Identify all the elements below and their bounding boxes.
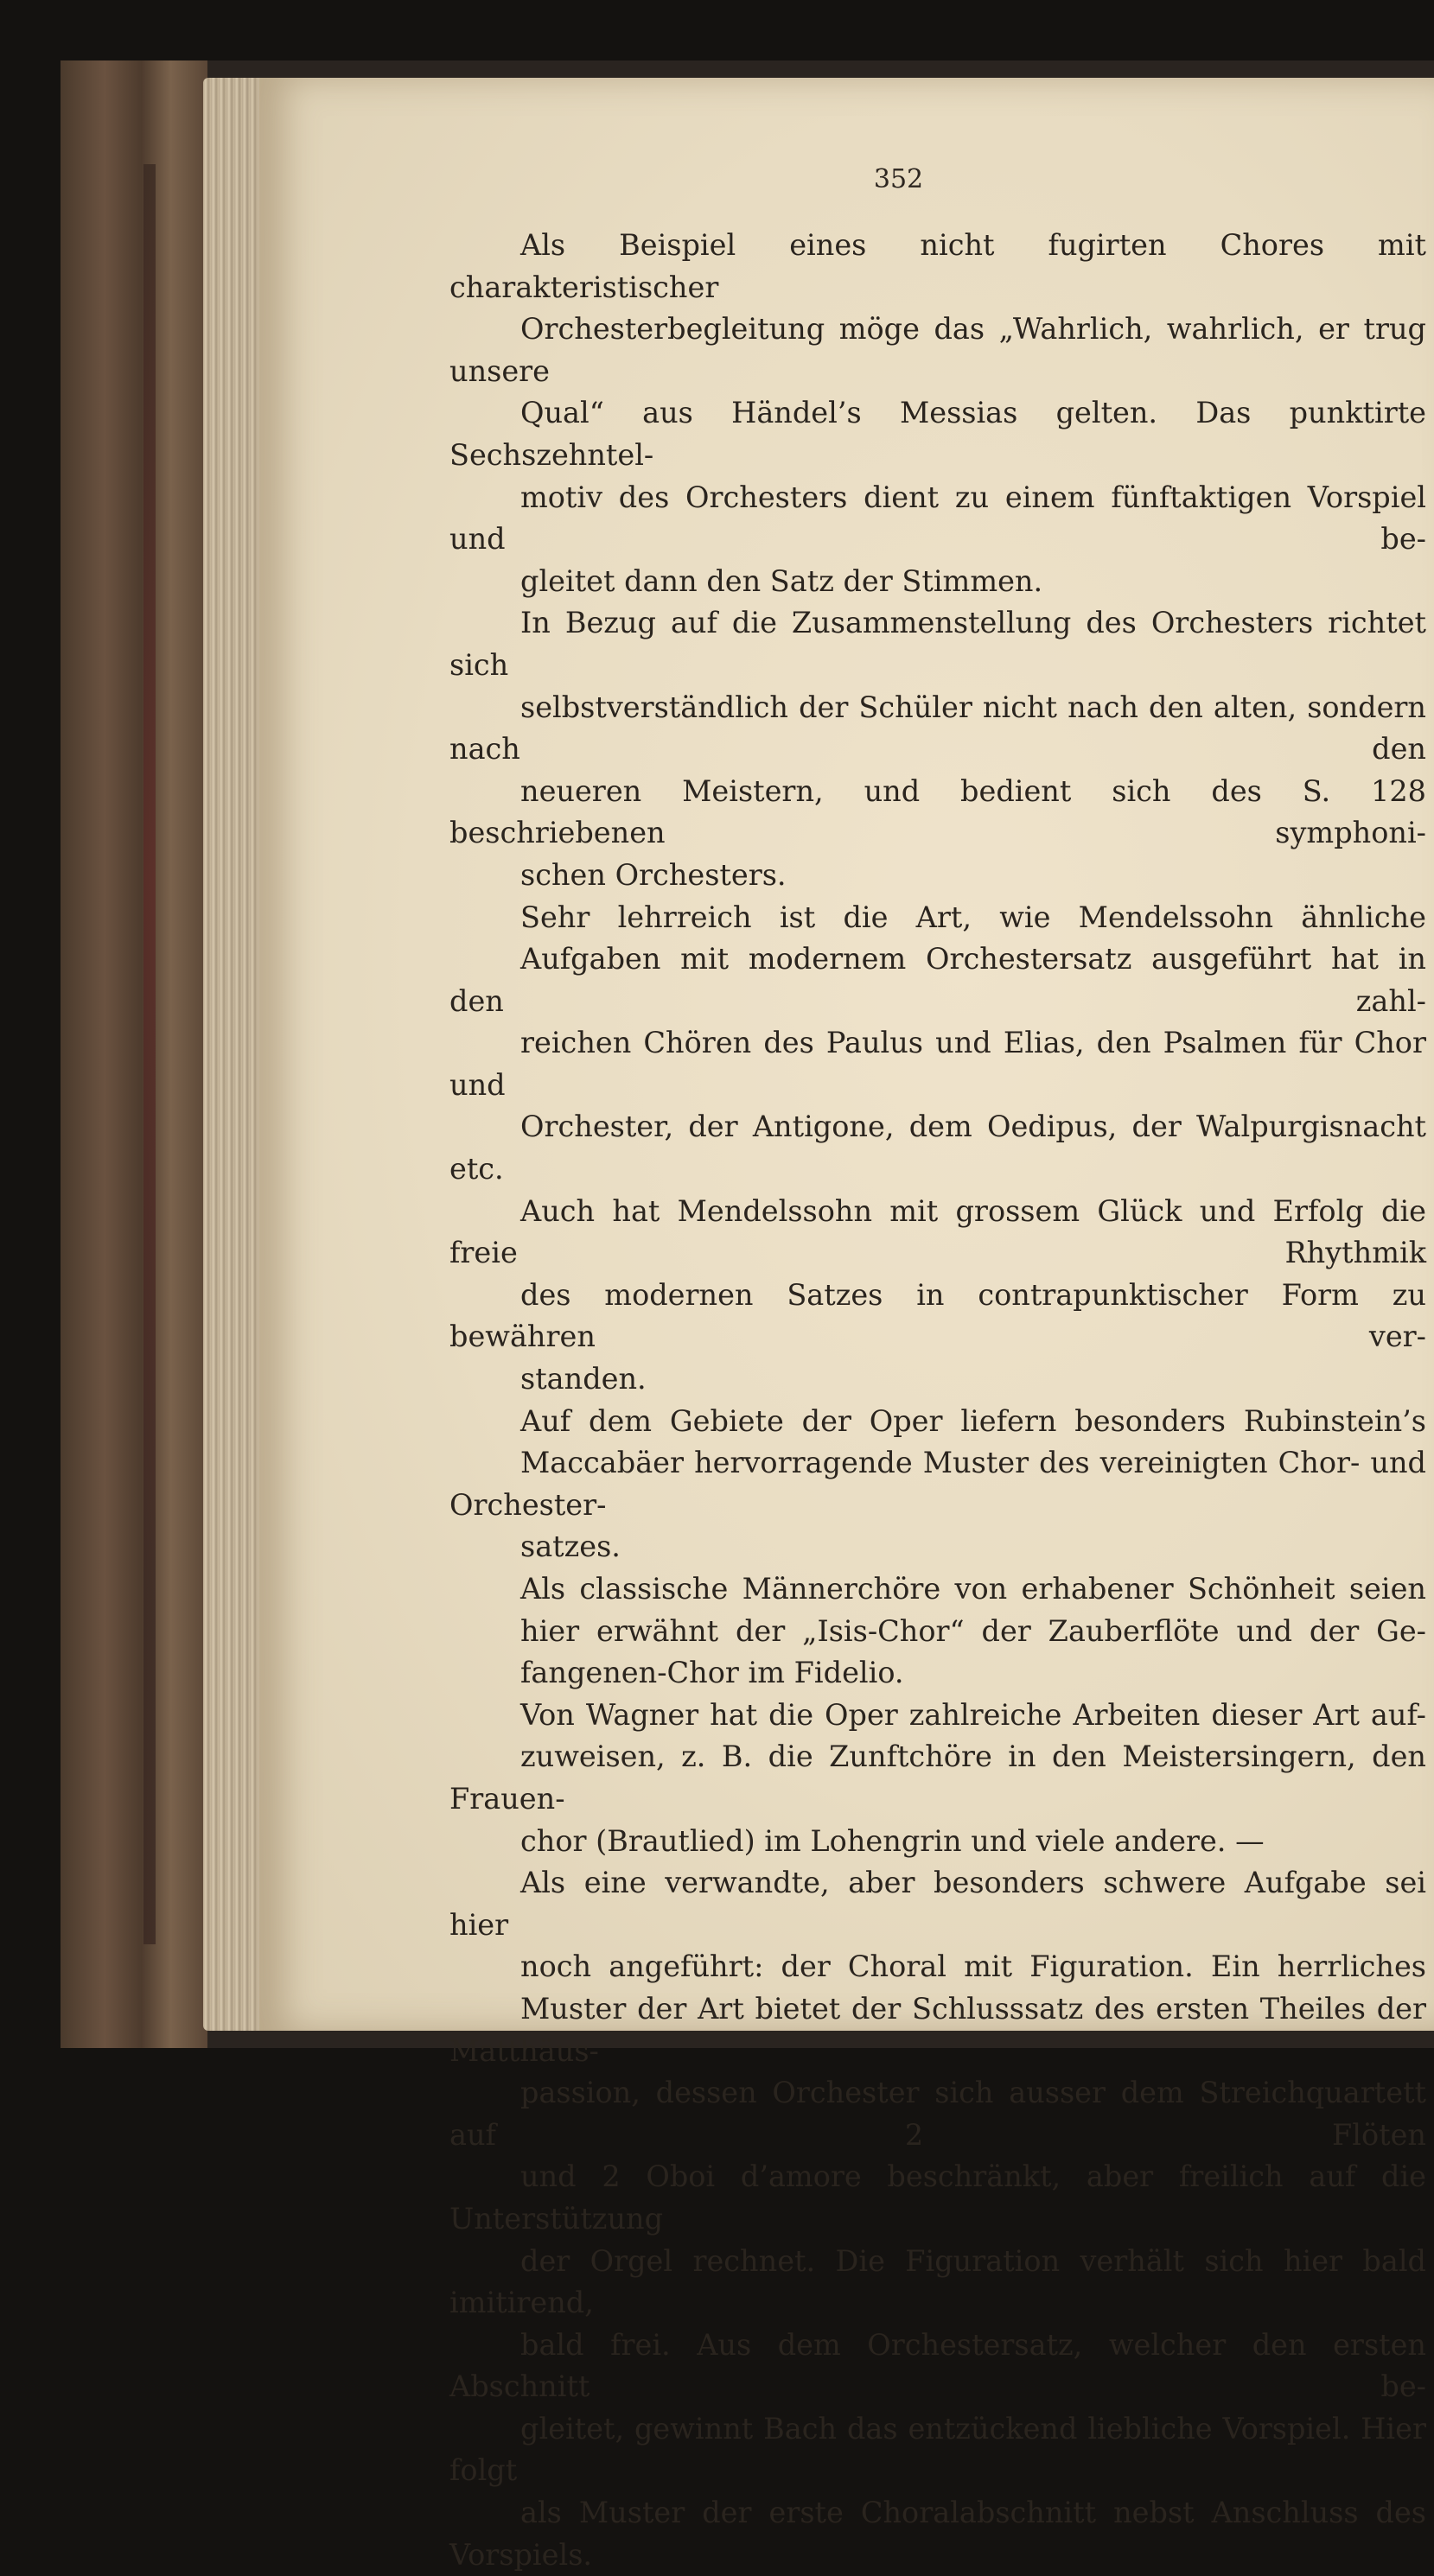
text-line: chor (Brautlied) im Lohengrin und viele andere. — bbox=[520, 1823, 1265, 1858]
text-line: und 2 Oboi d’amore beschränkt, aber freilich auf die Unterstützung bbox=[449, 2159, 1426, 2236]
text-line: Qual“ aus Händel’s Messias gelten. Das punktirte Sechszehntel- bbox=[449, 396, 1426, 472]
paragraph bbox=[449, 1401, 1426, 1568]
paragraph bbox=[449, 225, 1426, 602]
page-number: 352 bbox=[873, 164, 924, 194]
text-line: gleitet, gewinnt Bach das entzückend liebliche Vorspiel. Hier folgt bbox=[449, 2411, 1426, 2488]
text-line: Auf dem Gebiete der Oper liefern besonders Rubinstein’s bbox=[520, 1403, 1426, 1438]
text-line: Als Beispiel eines nicht fugirten Chores mit charakteristischer bbox=[449, 228, 1426, 304]
text-line: als Muster der erste Choralabschnitt nebst Anschluss des Vorspiels. bbox=[449, 2496, 1426, 2572]
text-line: Orchester, der Antigone, dem Oedipus, der Walpurgisnacht etc. bbox=[449, 1110, 1426, 1186]
text-line: Aufgaben mit modernem Orchestersatz ausgeführt hat in den zahl- bbox=[449, 942, 1426, 1018]
text-line: Sehr lehrreich ist die Art, wie Mendelssohn ähnliche bbox=[520, 900, 1426, 934]
text-line: bald frei. Aus dem Orchestersatz, welcher den ersten Abschnitt be- bbox=[449, 2327, 1426, 2404]
text-line: Maccabäer hervorragende Muster des vereinigten Chor- und Orchester- bbox=[449, 1446, 1426, 1522]
text-line: noch angeführt: der Choral mit Figuration. Ein herrliches bbox=[520, 1949, 1426, 1984]
text-line: passion, dessen Orchester sich ausser dem Streichquartett auf 2 Flöten bbox=[449, 2076, 1426, 2152]
paragraph bbox=[449, 602, 1426, 896]
paragraph bbox=[449, 1568, 1426, 1695]
paragraph bbox=[449, 1862, 1426, 2576]
paragraph bbox=[449, 897, 1426, 1401]
text-line: satzes. bbox=[520, 1530, 621, 1564]
text-line: Als classische Männerchöre von erhabener Schönheit seien bbox=[520, 1572, 1426, 1606]
body-text bbox=[449, 225, 1426, 2576]
text-line: Auch hat Mendelssohn mit grossem Glück und Erfolg die freie Rhythmik bbox=[449, 1193, 1426, 1270]
text-line: standen. bbox=[520, 1362, 647, 1396]
text-line: Von Wagner hat die Oper zahlreiche Arbeiten dieser Art auf- bbox=[520, 1697, 1426, 1732]
text-line: Als eine verwandte, aber besonders schwere Aufgabe sei hier bbox=[449, 1866, 1426, 1942]
book-spine bbox=[61, 60, 207, 2048]
text-line: der Orgel rechnet. Die Figuration verhält sich hier bald imitirend, bbox=[449, 2243, 1426, 2320]
text-line: fangenen-Chor im Fidelio. bbox=[520, 1656, 904, 1690]
book bbox=[61, 60, 1434, 2572]
text-line: des modernen Satzes in contrapunktischer Form zu bewähren ver- bbox=[449, 1277, 1426, 1354]
text-line: Muster der Art bietet der Schlusssatz des ersten Theiles der Matthäus- bbox=[449, 1991, 1426, 2068]
text-line: reichen Chören des Paulus und Elias, den Psalmen für Chor und bbox=[449, 1026, 1426, 1102]
text-line: gleitet dann den Satz der Stimmen. bbox=[520, 563, 1043, 598]
book-page bbox=[259, 78, 1434, 2572]
paragraph bbox=[449, 1695, 1426, 1862]
text-line: Orchesterbegleitung möge das „Wahrlich, wahrlich, er trug unsere bbox=[449, 312, 1426, 388]
text-line: schen Orchesters. bbox=[520, 857, 787, 892]
text-line: neueren Meistern, und bedient sich des S. 128 beschriebenen symphoni- bbox=[449, 773, 1426, 850]
spine-wear bbox=[143, 164, 156, 1944]
text-line: selbstverständlich der Schüler nicht nach den alten, sondern nach den bbox=[449, 690, 1426, 766]
text-line: motiv des Orchesters dient zu einem fünftaktigen Vorspiel und be- bbox=[449, 480, 1426, 557]
text-line: hier erwähnt der „Isis-Chor“ der Zauberflöte und der Ge- bbox=[520, 1613, 1426, 1648]
text-line: In Bezug auf die Zusammenstellung des Orchesters richtet sich bbox=[449, 606, 1426, 682]
text-line: zuweisen, z. B. die Zunftchöre in den Meistersingern, den Frauen- bbox=[449, 1740, 1426, 1816]
